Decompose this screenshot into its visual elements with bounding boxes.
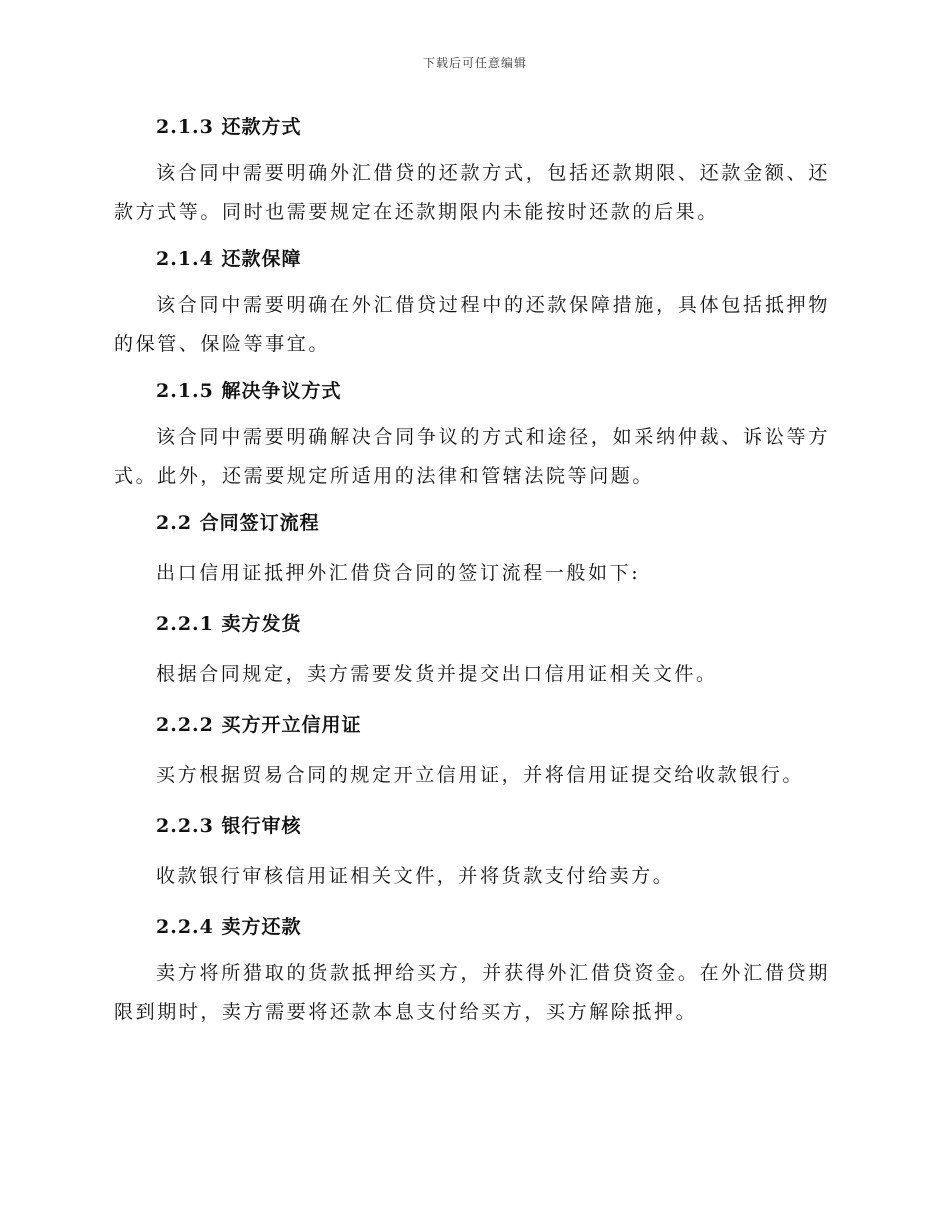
section-heading: 2.2.2 买方开立信用证 (156, 714, 362, 736)
section-paragraph: 根据合同规定，卖方需要发货并提交出口信用证相关文件。 (156, 663, 718, 685)
section-heading: 2.1.5 解决争议方式 (156, 380, 342, 402)
section-paragraph: 买方根据贸易合同的规定开立信用证，并将信用证提交给收款银行。 (156, 764, 805, 786)
section-heading: 2.2.4 卖方还款 (156, 916, 302, 938)
section-heading: 2.2 合同签订流程 (156, 512, 320, 534)
document-body (114, 110, 830, 1042)
section-heading: 2.1.4 还款保障 (156, 248, 302, 270)
section-heading: 2.2.1 卖方发货 (156, 613, 302, 635)
section-heading: 2.2.3 银行审核 (156, 815, 302, 837)
section-paragraph: 卖方将所猎取的货款抵押给买方，并获得外汇借贷资金。在外汇借贷期限到期时，卖方需要将还款本息支付给买方，买方解除抵押。 (114, 962, 830, 1023)
page-header: 下载后可任意编辑 (422, 56, 527, 70)
section-paragraph: 出口信用证抵押外汇借贷合同的签订流程一般如下: (156, 562, 641, 584)
section-paragraph: 该合同中需要明确在外汇借贷过程中的还款保障措施，具体包括抵押物的保管、保险等事宜。 (114, 294, 830, 355)
section-paragraph: 该合同中需要明确外汇借贷的还款方式，包括还款期限、还款金额、还款方式等。同时也需要规定在还款期限内未能按时还款的后果。 (114, 162, 830, 223)
section-heading: 2.1.3 还款方式 (156, 116, 302, 138)
section-paragraph: 收款银行审核信用证相关文件，并将货款支付给卖方。 (156, 865, 675, 887)
section-paragraph: 该合同中需要明确解决合同争议的方式和途径，如采纳仲裁、诉讼等方式。此外，还需要规定所适用的法律和管辖法院等问题。 (114, 426, 830, 487)
